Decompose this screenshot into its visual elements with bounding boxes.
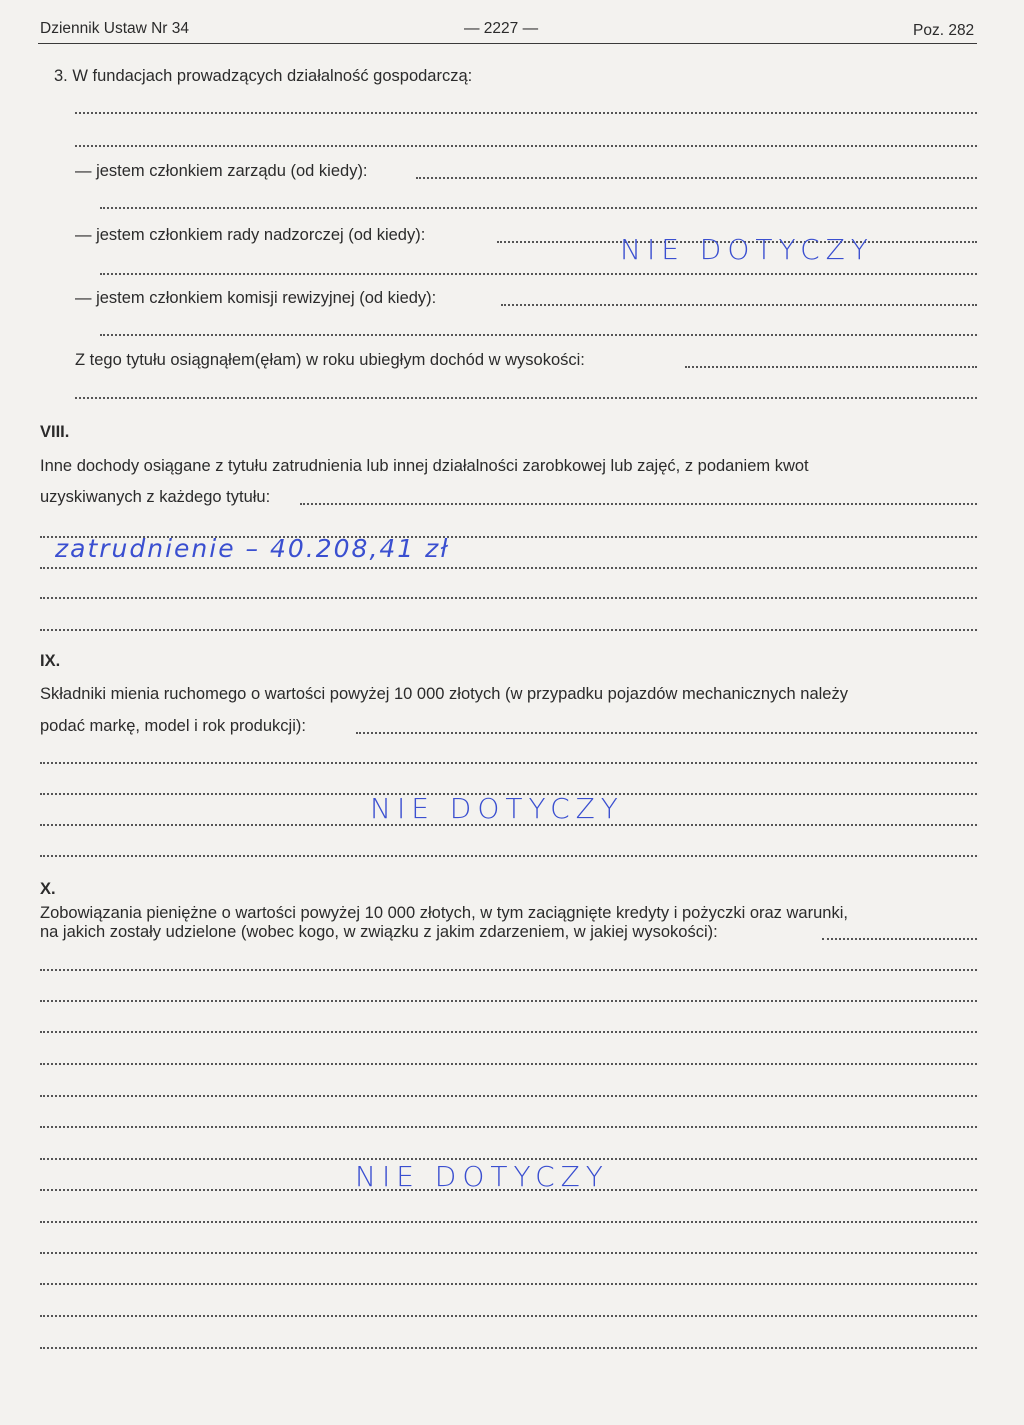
page-number: — 2227 — [464,20,539,37]
supervisory-board-label: — jestem członkiem rady nadzorczej (od kiedy): [75,226,426,244]
section-ix-numeral: IX. [40,652,61,670]
dotted-line [75,112,977,114]
dotted-line [40,969,977,971]
dotted-line [300,503,977,505]
dotted-line [40,567,977,569]
dotted-line [40,1221,977,1223]
dotted-line [685,366,977,368]
handwritten-income: zatrudnienie – 40.208,41 zł [55,534,450,563]
header-rule [38,43,977,44]
section-viii-text-2: uzyskiwanych z każdego tytułu: [40,488,271,506]
dotted-line [40,1126,977,1128]
section-ix-text-2: podać markę, model i rok produkcji): [40,717,306,735]
dotted-line [40,824,977,826]
section-ix-text-1: Składniki mienia ruchomego o wartości powyżej 10 000 złotych (w przypadku pojazdów mechanicznych należy [40,685,848,703]
dotted-line [75,397,977,399]
foundations-heading: 3. W fundacjach prowadzących działalność gospodarczą: [54,67,473,85]
dotted-line [40,1283,977,1285]
dotted-line [40,1347,977,1349]
dotted-line [40,1000,977,1002]
position-number: Poz. 282 [913,22,975,39]
section-x-text-2: na jakich zostały udzielone (wobec kogo, w związku z jakim zdarzeniem, w jakiej wysokości): [40,923,718,941]
dotted-line [40,597,977,599]
dotted-line [416,177,977,179]
handwritten-not-applicable: NIE DOTYCZY [370,792,624,825]
dotted-line [40,1063,977,1065]
handwritten-not-applicable: NIE DOTYCZY [620,233,874,266]
audit-committee-label: — jestem członkiem komisji rewizyjnej (od kiedy): [75,289,437,307]
dotted-line [40,855,977,857]
dotted-line [100,273,977,275]
journal-title: Dziennik Ustaw Nr 34 [40,20,190,37]
dotted-line [40,1315,977,1317]
dotted-line [356,732,977,734]
dotted-line [100,207,977,209]
section-viii-text-1: Inne dochody osiągane z tytułu zatrudnienia lub innej działalności zarobkowej lub zajęć, z podaniem kwot [40,457,809,475]
dotted-line [75,145,977,147]
dotted-line [501,304,977,306]
dotted-line [40,1252,977,1254]
dotted-line [40,1031,977,1033]
section-viii-numeral: VIII. [40,423,70,441]
dotted-line [40,762,977,764]
handwritten-not-applicable: NIE DOTYCZY [355,1160,609,1193]
section-x-numeral: X. [40,880,56,898]
section-x-text-1: Zobowiązania pieniężne o wartości powyżej 10 000 złotych, w tym zaciągnięte kredyty i pożyczki oraz warunki, [40,904,848,922]
dotted-line [40,629,977,631]
dotted-line [822,938,977,940]
income-label: Z tego tytułu osiągnąłem(ęłam) w roku ubiegłym dochód w wysokości: [75,351,585,369]
dotted-line [40,1189,977,1191]
dotted-line [100,334,977,336]
board-member-label: — jestem członkiem zarządu (od kiedy): [75,162,368,180]
dotted-line [40,1095,977,1097]
